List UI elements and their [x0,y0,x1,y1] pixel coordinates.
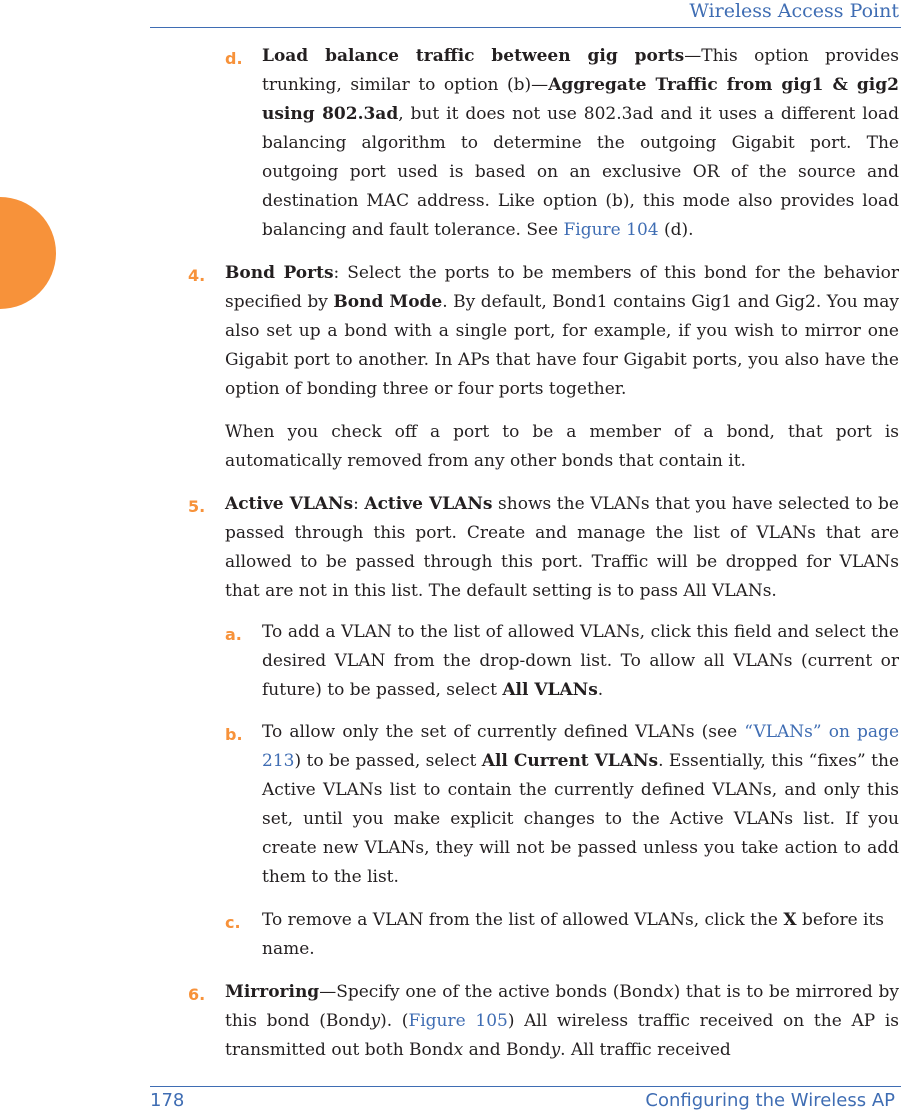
link-vlans-page-213[interactable]: “VLANs” on page 213 [262,722,900,771]
list-text-b: To allow only the set of currently defined VLANs (see “VLANs” on page 213) to be passed, select All Current VLANs. Essentially, this “fixes” the Active VLANs list to contain the currently defined VLANs, and only this set, until you make explicit changes to the Active VLANs list. If you create new VLANs, they will not be passed unless you take action to add them to the list. [262,722,900,887]
list-marker-4: 4. [188,266,206,285]
term-active-vlans-2: Active VLANs [364,494,493,514]
list-text-d: Load balance traffic between gig ports—This option provides trunking, similar to option (b)—Aggregate Traffic from gig1 & gig2 using 802.3ad, but it does not use 802.3ad and it uses a different load balancing algorithm to determine the outgoing Gigabit port. The outgoing port used is based on an exclusive OR of the source and destination MAC address. Like option (b), this mode also provides load balancing and fault tolerance. See Figure 104 (d). [262,46,900,240]
term-active-vlans: Active VLANs [225,494,354,514]
list-text-a: To add a VLAN to the list of allowed VLANs, click this field and select the desired VLAN from the drop-down list. To allow all VLANs (current or future) to be passed, select All VLANs. [262,622,899,700]
term-all-vlans: All VLANs [502,680,598,700]
running-header-title: Wireless Access Point [689,0,899,22]
link-figure-105[interactable]: Figure 105 [408,1011,508,1031]
list-text-5: Active VLANs: Active VLANs shows the VLANs that you have selected to be passed through this port. Create and manage the list of VLANs that are allowed to be passed through this port. Traffic will be dropped for VLANs that are not in this list. The default setting is to pass All VLANs. [225,494,899,601]
chapter-title: Configuring the Wireless AP [645,1090,895,1111]
footer-rule [150,1086,901,1087]
list-marker-6: 6. [188,985,206,1004]
term-bond-mode: Bond Mode [333,292,443,312]
list-marker-5: 5. [188,497,206,516]
page-number: 178 [150,1090,185,1111]
term-bond-ports: Bond Ports [225,263,334,283]
chapter-tab-marker [0,197,56,309]
list-text-6: Mirroring—Specify one of the active bonds (Bondx) that is to be mirrored by this bond (Bondy). (Figure 105) All wireless traffic received on the AP is transmitted out both Bondx and Bondy. All traffic received [225,982,900,1060]
list-marker-c: c. [225,913,241,932]
term-load-balance: Load balance traffic between gig ports [262,46,685,66]
list-marker-a: a. [225,625,242,644]
list-text-c: To remove a VLAN from the list of allowed VLANs, click the X before its name. [262,910,885,959]
header-rule [150,27,901,28]
link-figure-104[interactable]: Figure 104 [563,220,659,240]
term-aggregate-traffic: Aggregate Traffic from gig1 & gig2 using 802.3ad [262,75,899,124]
term-x: X [783,910,797,930]
term-mirroring: Mirroring [225,982,320,1002]
list-text-4: Bond Ports: Select the ports to be members of this bond for the behavior specified by Bond Mode. By default, Bond1 contains Gig1 and Gig2. You may also set up a bond with a single port, for example, if you wish to mirror one Gigabit port to another. In APs that have four Gigabit ports, you also have the option of bonding three or four ports together. [225,263,900,399]
term-all-current-vlans: All Current VLANs [481,751,659,771]
list-marker-d: d. [225,49,243,68]
list-marker-b: b. [225,725,243,744]
